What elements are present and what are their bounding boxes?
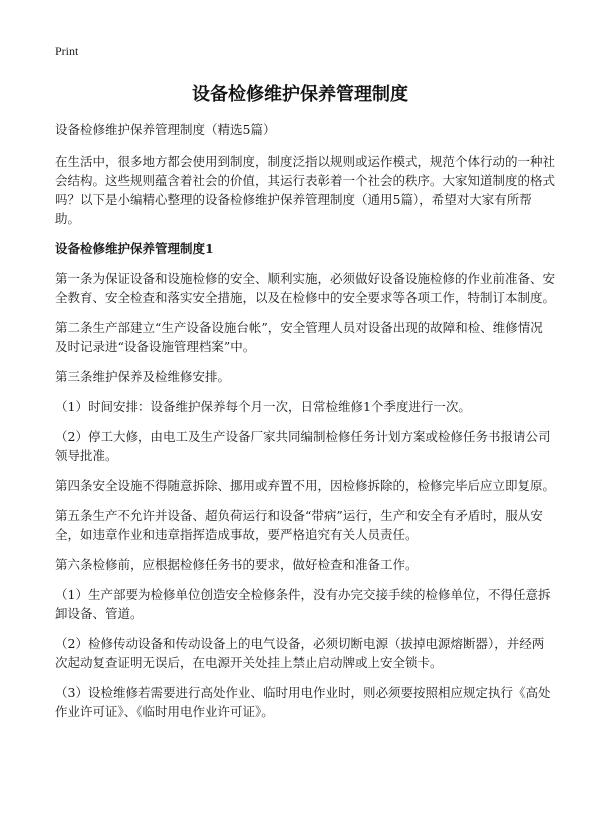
paragraph: （1）时间安排：设备维护保养每个月一次，日常检维修1个季度进行一次。 bbox=[55, 399, 471, 414]
paragraph: （2）停工大修，由电工及生产设备厂家共同编制检修任务计划方案或检修任务书报请公司领导批准。 bbox=[55, 429, 551, 463]
document-body bbox=[55, 120, 555, 732]
section-heading: 设备检修维护保养管理制度1 bbox=[55, 241, 214, 256]
paragraph: 第四条安全设施不得随意拆除、挪用或弃置不用，因检修拆除的，检修完毕后应立即复原。 bbox=[55, 478, 556, 493]
paragraph: （2）检修传动设备和传动设备上的电气设备，必须切断电源（拔掉电源熔断器），并经两次起动复查证明无误后，在电源开关处挂上禁止启动牌或上安全锁卡。 bbox=[55, 636, 545, 670]
paragraph: 第一条为保证设备和设施检修的安全、顺利实施，必须做好设备设施检修的作业前准备、安全教育、安全检查和落实安全措施，以及在检修中的安全要求等各项工作，特制订本制度。 bbox=[55, 271, 556, 305]
paragraph: 第二条生产部建立“生产设备设施台帐”，安全管理人员对设备出现的故障和检、维修情况及时记录进“设备设施管理档案”中。 bbox=[55, 320, 543, 354]
paragraph: 第六条检修前，应根据检修任务书的要求，做好检查和准备工作。 bbox=[55, 557, 418, 572]
paragraph: （3）设检维修若需要进行高处作业、临时用电作业时，则必须要按照相应规定执行《高处作业许可证》、《临时用电作业许可证》。 bbox=[55, 685, 551, 719]
intro-paragraph: 在生活中，很多地方都会使用到制度，制度泛指以规则或运作模式，规范个体行动的一种社会结构。这些规则蕴含着社会的价值，其运行表彰着一个社会的秩序。大家知道制度的格式吗？以下是小编精心整理的设备检修维护保养管理制度（通用5篇），希望对大家有所帮助。 bbox=[55, 154, 556, 226]
paragraph: （1）生产部要为检修单位创造安全检修条件，没有办完交接手续的检修单位，不得任意拆卸设备、管道。 bbox=[55, 587, 551, 621]
document-title: 设备检修维护保养管理制度 bbox=[192, 84, 408, 105]
document-subtitle: 设备检修维护保养管理制度（精选5篇） bbox=[55, 122, 276, 137]
paragraph: 第五条生产不允许并设备、超负荷运行和设备“带病”运行，生产和安全有矛盾时，服从安全，如违章作业和违章指挥造成事故，要严格追究有关人员责任。 bbox=[55, 508, 543, 542]
print-label: Print bbox=[55, 44, 79, 58]
paragraph: 第三条维护保养及检维修安排。 bbox=[55, 369, 231, 384]
